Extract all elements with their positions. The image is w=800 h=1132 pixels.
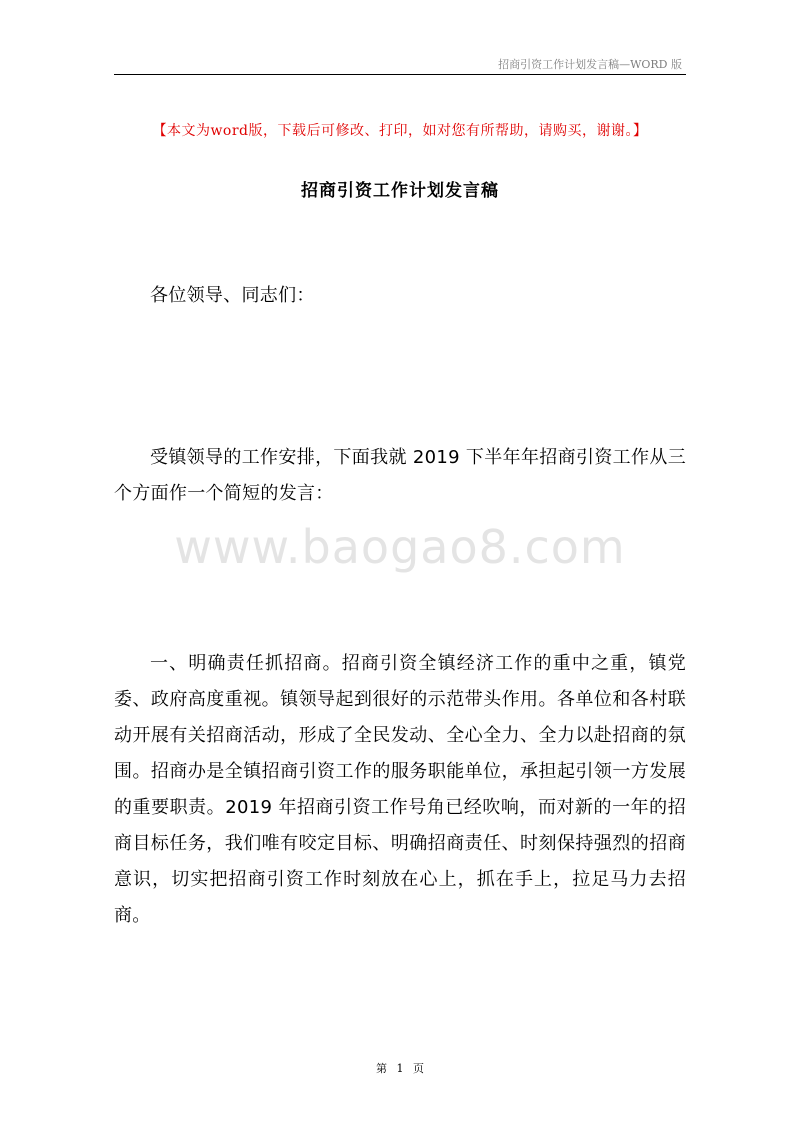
point-one-paragraph: 一、明确责任抓招商。招商引资全镇经济工作的重中之重，镇党委、政府高度重视。镇领导起到很好的示范带头作用。各单位和各村联动开展有关招商活动，形成了全民发动、全心全力、全力以赴招商的氛围。招商办是全镇招商引资工作的服务职能单位，承担起引领一方发展的重要职责。2019 年招商引资工作号角已经吹响，而对新的一年的招商目标任务，我们唯有咬定目标、明确招商责任、时刻保持强烈的招商意识，切实把招商引资工作时刻放在心上，抓在手上，拉足马力去招商。 [114, 653, 686, 926]
page-number: 1 [396, 1062, 404, 1075]
intro-paragraph: 受镇领导的工作安排，下面我就 2019 下半年年招商引资工作从三个方面作一个简短的发言： [114, 447, 686, 504]
page-footer [0, 1060, 800, 1076]
running-header: 招商引资工作计划发言稿—WORD 版 [498, 58, 682, 71]
greeting-paragraph: 各位领导、同志们： [150, 285, 315, 306]
watermark: www.baogao8.com [174, 520, 626, 574]
purchase-notice: 【本文为word版，下载后可修改、打印，如对您有所帮助，请购买，谢谢。】 [152, 123, 648, 139]
footer-prefix: 第 [376, 1062, 387, 1075]
footer-suffix: 页 [413, 1062, 424, 1075]
document-title: 招商引资工作计划发言稿 [301, 181, 499, 201]
header-divider [114, 74, 686, 75]
